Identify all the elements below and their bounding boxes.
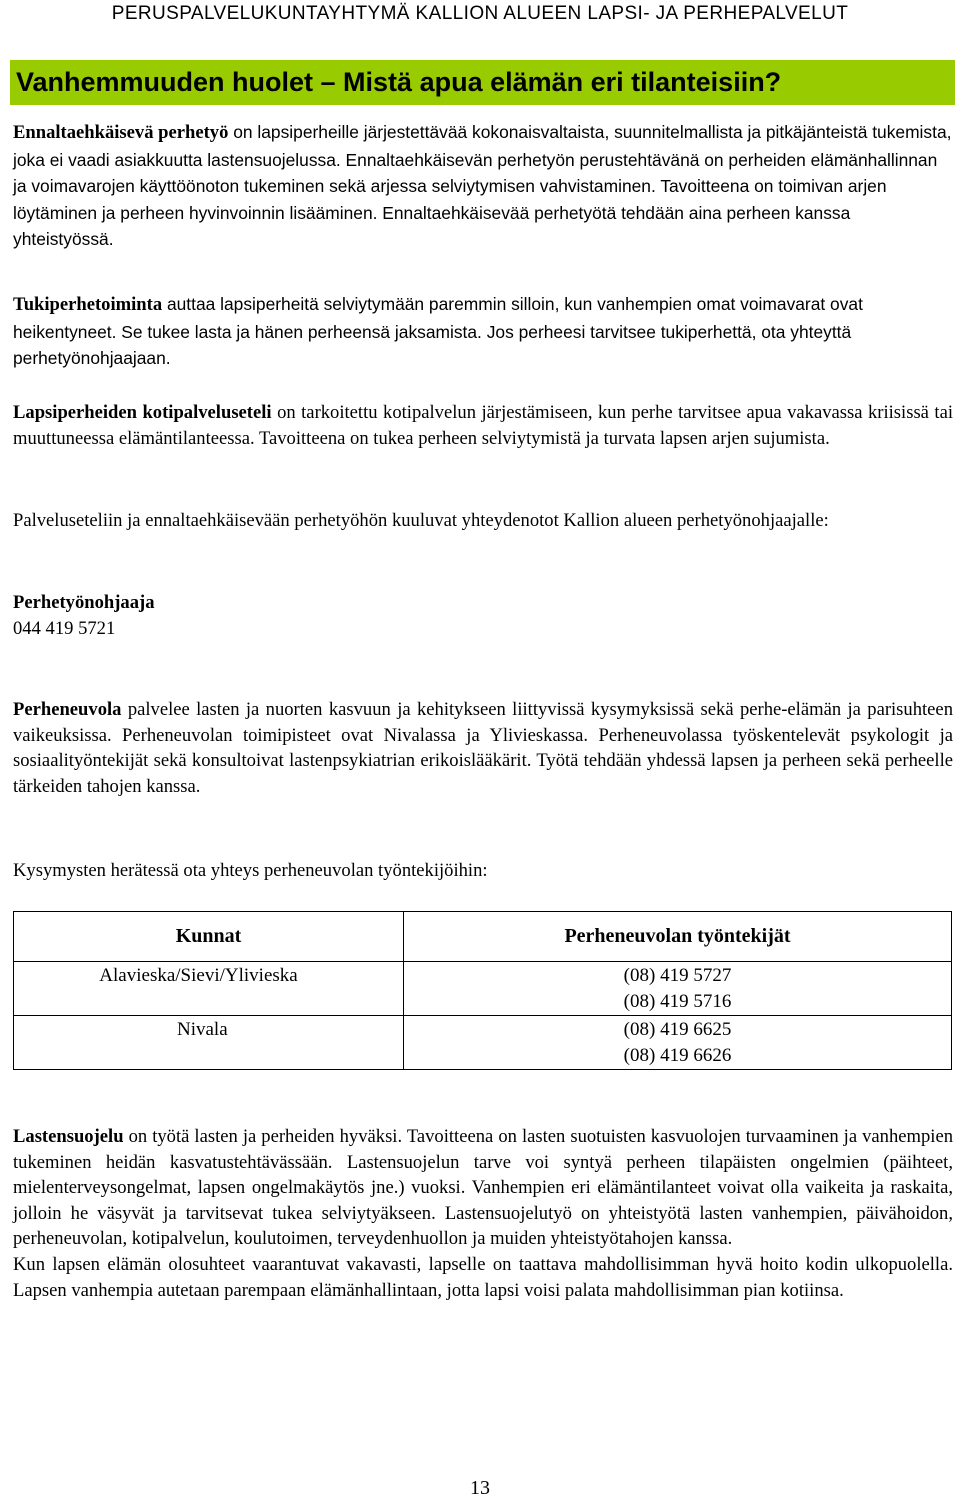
family-clinic-contacts-table	[13, 911, 952, 1070]
term-support-family: Tukiperhetoiminta	[13, 294, 163, 315]
table-cell-phones	[404, 1016, 952, 1070]
paragraph-text: auttaa lapsiperheitä selviytymään paremmin silloin, kun vanhempien omat voimavarat ovat heikentyneet. Se tukee lasta ja hänen perheensä jaksamista. Jos perheesi tarvitsee tukiperhettä, ota yhteyttä perhetyönohjaajaan.	[13, 294, 863, 369]
table-header-employees: Perheneuvolan työntekijät	[404, 912, 952, 962]
paragraph-home-service-voucher	[13, 400, 953, 451]
table-row	[14, 962, 952, 1016]
phone-number: (08) 419 6626	[623, 1044, 732, 1066]
contact-block	[13, 590, 953, 641]
contact-title: Perhetyönohjaaja	[13, 592, 155, 613]
term-home-service-voucher: Lapsiperheiden kotipalveluseteli	[13, 402, 272, 423]
phone-number: (08) 419 5727	[623, 965, 732, 986]
paragraph-text: on työtä lasten ja perheiden hyväksi. Tavoitteena on lasten suotuisten kasvuolojen turvaaminen ja vanhempien tukeminen heidän kasvatustehtävässään. Lastensuojelun tarve voi syntyä perheen tilapäisten ongelmien (päihteet, mielenterveysongelmat, lapsen ongelmakäytös jne.) vuoksi. Vanhempien eri elämäntilanteet voivat olla vaikeita ja raskaita, jolloin he väsyvät ja tarvitsevat tukea selviytyäkseen. Lastensuojelutyö on yhteistyötä lasten vanhempien, päivähoidon, perheneuvolan, kotipalvelun, koulutoimen, terveydenhuollon ja muiden yhteistyötahojen kanssa.	[13, 1126, 953, 1250]
table-header-row	[14, 912, 952, 962]
paragraph-contacts-intro: Palveluseteliin ja ennaltaehkäisevään perhetyöhön kuuluvat yhteydenotot Kallion alueen perhetyönohjaajalle:	[13, 510, 829, 531]
table-row	[14, 1016, 952, 1070]
table-cell-phones	[404, 962, 952, 1016]
phone-number: (08) 419 5716	[623, 990, 732, 1012]
page-number: 13	[470, 1477, 490, 1499]
table-header-municipalities: Kunnat	[14, 912, 404, 962]
paragraph-text-continued: Kun lapsen elämän olosuhteet vaarantuvat vakavasti, lapselle on taattava mahdollisimman hyvä hoito kodin ulkopuolella. Lapsen vanhempia autetaan parempaan elämänhallintaan, jotta lapsi voisi palata mahdollisimman pian kotiinsa.	[13, 1253, 953, 1301]
table-cell-municipality: Alavieska/Sievi/Ylivieska	[14, 962, 404, 1016]
contact-phone: 044 419 5721	[13, 617, 116, 639]
paragraph-table-intro: Kysymysten herätessä ota yhteys perheneuvolan työntekijöihin:	[13, 860, 488, 881]
paragraph-family-work	[13, 119, 953, 253]
phone-number: (08) 419 6625	[623, 1019, 732, 1040]
page-header: PERUSPALVELUKUNTAYHTYMÄ KALLION ALUEEN LAPSI- JA PERHEPALVELUT	[111, 3, 849, 24]
term-family-work: Ennaltaehkäisevä perhetyö	[13, 122, 229, 143]
paragraph-child-protection	[13, 1124, 953, 1303]
term-child-protection: Lastensuojelu	[13, 1126, 124, 1147]
table-cell-municipality: Nivala	[14, 1016, 404, 1070]
section-title: Vanhemmuuden huolet – Mistä apua elämän eri tilanteisiin?	[16, 67, 782, 97]
paragraph-text: on tarkoitettu kotipalvelun järjestämiseen, kun perhe tarvitsee apua vakavassa kriisissä tai muuttuneessa elämäntilanteessa. Tavoitteena on tukea perheen selviytymistä ja turvata lapsen arjen sujumista.	[13, 402, 953, 449]
paragraph-text: on lapsiperheille järjestettävää kokonaisvaltaista, suunnitelmallista ja pitkäjänteistä tukemista, joka ei vaadi asiakkuutta lastensuojelussa. Ennaltaehkäisevän perhetyön perustehtävänä on perheiden elämänhallinnan ja voimavarojen käyttöönoton tukeminen sekä arjessa selviytymisen vahvistaminen. Tavoitteena on toimivan arjen löytäminen ja perheen hyvinvoinnin lisääminen. Ennaltaehkäisevää perhetyötä tehdään aina perheen kanssa yhteistyössä.	[13, 122, 952, 250]
section-title-bar	[10, 60, 955, 105]
paragraph-support-family	[13, 291, 953, 372]
term-family-clinic: Perheneuvola	[13, 699, 122, 720]
paragraph-family-clinic	[13, 697, 953, 799]
paragraph-text: palvelee lasten ja nuorten kasvuun ja kehitykseen liittyvissä kysymyksissä sekä perhe-elämän ja parisuhteen vaikeuksissa. Perheneuvolan toimipisteet ovat Nivalassa ja Ylivieskassa. Perheneuvolassa työskentelevät psykologit ja sosiaalityöntekijät sekä konsultoivat lastenpsykiatrian erikoislääkärit. Työtä tehdään yhdessä lapsen ja perheen sekä perheelle tärkeiden tahojen kanssa.	[13, 699, 953, 797]
